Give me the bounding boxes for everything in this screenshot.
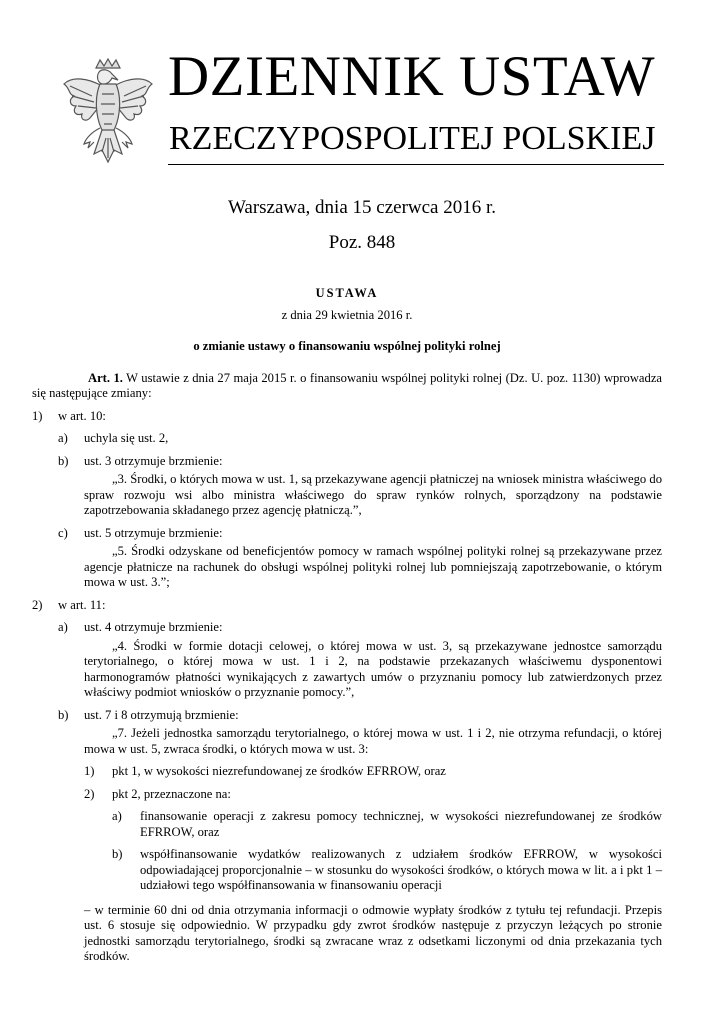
article-1 (32, 371, 662, 402)
position-number: Poz. 848 (328, 232, 396, 253)
list-item: 2) w art. 11: (32, 597, 106, 612)
list-item: 2) pkt 2, przeznaczone na: (84, 786, 231, 801)
act-title: o zmianie ustawy o finansowaniu wspólnej polityki rolnej (193, 339, 501, 353)
list-item: 1) w art. 10: (32, 408, 106, 423)
amendment-quote: „5. Środki odzyskane od beneficjentów pomocy w ramach wspólnej polityki rolnej są przekazywane przez agencje płatnicze na rachunek do obsługi wspólnej polityki rolnej lub pomniejszają zapotrzebowanie, o którym mowa w ust. 3.”; (84, 544, 662, 589)
list-item: a) ust. 4 otrzymuje brzmienie: (58, 620, 223, 634)
polish-eagle-emblem-icon (62, 58, 154, 168)
journal-subtitle: RZECZYPOSPOLITEJ POLSKIEJ (169, 120, 656, 157)
list-item: c) ust. 5 otrzymuje brzmienie: (58, 525, 223, 540)
list-item: 1) pkt 1, w wysokości niezrefundowanej ze środków EFRROW, oraz (84, 764, 446, 778)
amendment-quote: „3. Środki, o których mowa w ust. 1, są przekazywane agencji płatniczej na wniosek ministra właściwego do spraw rozwoju wsi albo ministra właściwego do spraw rynków rolnych, sporządzony na podstawie zapotrzebowania składanego przez agencję płatniczą.”, (84, 472, 662, 517)
publication-date: Warszawa, dnia 15 czerwca 2016 r. (227, 197, 497, 218)
article-intro: W ustawie z dnia 27 maja 2015 r. o finansowaniu wspólnej polityki rolnej (Dz. U. poz. 1130) wprowadza się następujące zmiany: (32, 370, 662, 400)
article-label: Art. 1. (88, 370, 123, 385)
list-item: b) ust. 7 i 8 otrzymują brzmienie: (58, 707, 239, 722)
amendment-quote: „7. Jeżeli jednostka samorządu terytorialnego, o której mowa w ust. 1 i 2, nie otrzyma refundacji, o której mowa w ust. 5, zwraca środki, o których mowa w ust. 3: (84, 726, 662, 756)
act-date: z dnia 29 kwietnia 2016 r. (281, 307, 413, 322)
act-type: USTAWA (315, 286, 379, 300)
list-item: a) finansowanie operacji z zakresu pomocy technicznej, w wysokości niezrefundowanej ze środków EFRROW, oraz (112, 809, 662, 839)
document-body (32, 286, 662, 965)
closing-paragraph: – w terminie 60 dni od dnia otrzymania informacji o odmowie wypłaty środków z tytułu tej refundacji. Przepis ust. 6 stosuje się odpowiednio. W przypadku gdy zwrot środków następuje z przyczyn leżących po stronie jednostki samorządu terytorialnego, środki są zwracane wraz z odsetkami liczonymi od dnia przekazania tych środków. (84, 902, 662, 963)
header-rule (168, 164, 664, 165)
list-item: a) uchyla się ust. 2, (58, 431, 169, 445)
list-item: b) współfinansowanie wydatków realizowanych z udziałem środków EFRROW, w wysokości odpowiadającej proporcjonalnie – w stosunku do wysokości środków, o których mowa w lit. a i pkt 1 – udziałowi tego współfinansowania w finansowaniu operacji (112, 847, 662, 892)
journal-title: DZIENNIK USTAW (168, 45, 656, 108)
amendment-quote: „4. Środki w formie dotacji celowej, o której mowa w ust. 3, są przekazywane jednostce samorządu terytorialnego, o której mowa w ust. 1 i 2, na podstawie przekazanych właściwemu dysponentowi harmonogramów płatności wynikających z zawartych umów o przyznaniu pomocy lub zatwierdzonych przez właściwy podmiot wniosków o przyznanie pomocy.”, (84, 638, 662, 699)
list-item: b) ust. 3 otrzymuje brzmienie: (58, 453, 223, 468)
